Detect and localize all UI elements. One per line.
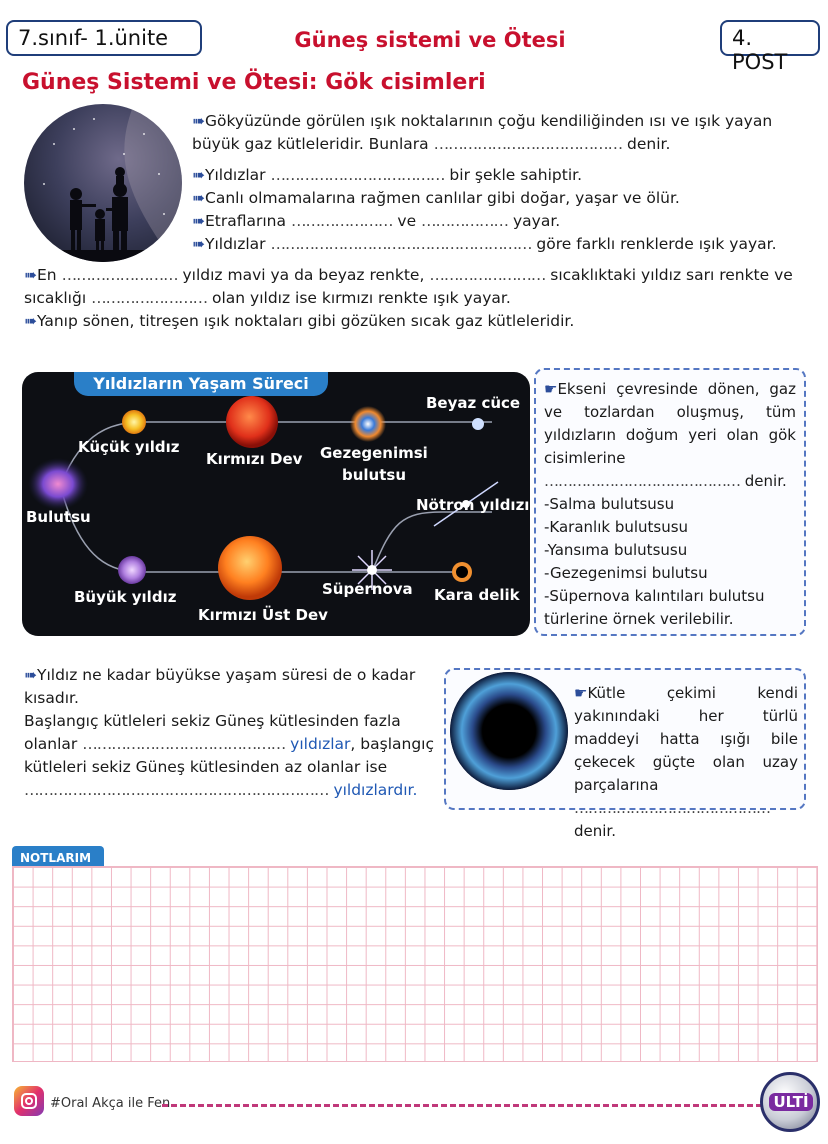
unit-label: 7.sınıf- 1.ünite [6,20,202,56]
fill-blank[interactable]: ………………………………… [433,135,623,153]
bullet-twinkle [24,310,814,333]
fill-blank[interactable]: …………………………………… [82,735,286,753]
lifespan-line2b: , başlangıç kütleleri sekiz Güneş kütlesinden az olanlar ise [24,735,434,776]
nebula-type: -Gezegenimsi bulutsu [544,564,708,582]
blackhole-lead: Kütle çekimi kendi yakınındaki her türlü maddeyi hatta ışığı bile çekecek güçte olan uzay parçalarına [574,684,798,794]
post-label: 4. POST [720,20,820,56]
logo-text: ULTİ [769,1093,813,1111]
bullet-text: sıcaklıktaki yıldız sarı renkte ve sıcaklığı [24,266,793,307]
nebula-lead: Ekseni çevresinde dönen, gaz ve tozlardan oluşmuş, tüm yıldızların doğum yeri olan gök cisimlerine [544,380,796,467]
arrow-icon: ➠ [192,166,205,184]
bullet-text: Yıldızlar [205,235,266,253]
bullet-text: yıldız mavi ya da beyaz renkte, [182,266,425,284]
fill-blank[interactable]: ………………… [290,212,393,230]
fill-blank[interactable]: ……………… [421,212,509,230]
label-planetary-nebula-2: bulutsu [342,466,407,484]
lifecycle-banner: Yıldızların Yaşam Süreci [74,372,328,396]
bullet-text: denir. [627,135,671,153]
bullet-text: göre farklı renklerde ışık yayar. [536,235,777,253]
bullet-gas-masses [192,110,812,156]
label-nebula: Bulutsu [26,508,91,526]
notes-grid[interactable] [12,866,818,1062]
notes-label: NOTLARIM [20,851,92,865]
arrow-icon: ➠ [24,312,37,330]
fill-blank[interactable]: ……………………………… [270,166,445,184]
pointing-hand-icon: ☛ [544,380,558,398]
nebula-box [534,368,806,636]
bullet-shape [192,164,812,187]
arrow-icon: ➠ [192,189,205,207]
label-small-star: Küçük yıldız [78,438,180,456]
nebula-post: denir. [744,472,787,490]
fill-blank[interactable]: …………………………………… [544,472,740,490]
black-hole-image [450,672,568,790]
arrow-icon: ➠ [192,212,205,230]
bullet-temperature [24,264,814,310]
nebula-type: -Salma bulutsusu [544,495,675,513]
bullet-colors [192,233,812,256]
arrow-icon: ➠ [24,666,37,684]
bullet-emit [192,210,812,233]
lifespan-word1: yıldızlar [290,735,351,753]
fill-blank[interactable]: ……………………………………………………… [24,781,329,799]
section-title: Güneş Sistemi ve Ötesi: Gök cisimleri [22,70,486,95]
bullet-text: Gökyüzünde görülen ışık noktalarının çoğu kendiliğinden ısı ve ışık yayan büyük gaz kütleleridir. Bunlara [192,112,773,153]
footer-divider [162,1104,762,1107]
bullet-text: bir şekle sahiptir. [449,166,583,184]
instagram-icon[interactable] [14,1086,44,1116]
pointing-hand-icon: ☛ [574,684,588,702]
instagram-handle[interactable]: #Oral Akça ile Fen [50,1096,171,1111]
label-black-hole: Kara delik [434,586,520,604]
fill-blank[interactable]: …………………… [61,266,178,284]
bullet-text: yayar. [512,212,561,230]
label-planetary-nebula: Gezegenimsi [320,444,428,462]
ulti-logo [760,1072,820,1132]
nebula-type: -Yansıma bulutsusu [544,541,688,559]
nebula-tail: türlerine örnek verilebilir. [544,610,734,628]
label-neutron-star: Nötron yıldızı [416,496,530,514]
arrow-icon: ➠ [192,235,205,253]
fill-blank[interactable]: …………………… [429,266,546,284]
star-lifecycle-diagram [22,372,530,636]
fill-blank[interactable]: …………………………………… [574,799,770,817]
label-supernova: Süpernova [322,580,413,598]
lifespan-paragraph [24,664,434,802]
blackhole-post: denir. [574,822,616,840]
page-title: Güneş sistemi ve Ötesi [294,28,566,52]
arrow-icon: ➠ [24,266,37,284]
label-red-giant: Kırmızı Dev [206,450,303,468]
nebula-definition [544,378,796,493]
nebula-type: -Karanlık bulutsusu [544,518,689,536]
bullet-text: Yıldızlar [205,166,266,184]
fill-blank[interactable]: …………………… [91,289,208,307]
bullet-text: olan yıldız ise kırmızı renkte ışık yayar. [212,289,511,307]
bullet-text: Canlı olmamalarına rağmen canlılar gibi doğar, yaşar ve ölür. [205,189,680,207]
lifespan-line1: Yıldız ne kadar büyükse yaşam süresi de o kadar kısadır. [24,666,416,707]
family-stargazing-photo [24,104,182,262]
lifespan-line2a: Başlangıç kütleleri sekiz Güneş kütlesinden fazla olanlar [24,712,401,753]
lifespan-word2: yıldızlardır. [333,781,418,799]
bullet-text: Etraflarına [205,212,287,230]
label-white-dwarf: Beyaz cüce [426,394,521,412]
blackhole-definition [574,682,798,843]
bullet-text: Yanıp sönen, titreşen ışık noktaları gibi gözüken sıcak gaz kütleleridir. [37,312,575,330]
nebula-type: -Süpernova kalıntıları bulutsu [544,587,765,605]
bullet-text: ve [397,212,417,230]
fill-blank[interactable]: ……………………………………………… [270,235,532,253]
bullet-text: En [37,266,57,284]
arrow-icon: ➠ [192,112,205,130]
label-red-supergiant: Kırmızı Üst Dev [198,606,328,624]
label-big-star: Büyük yıldız [74,588,177,606]
bullet-lifecycle [192,187,812,210]
